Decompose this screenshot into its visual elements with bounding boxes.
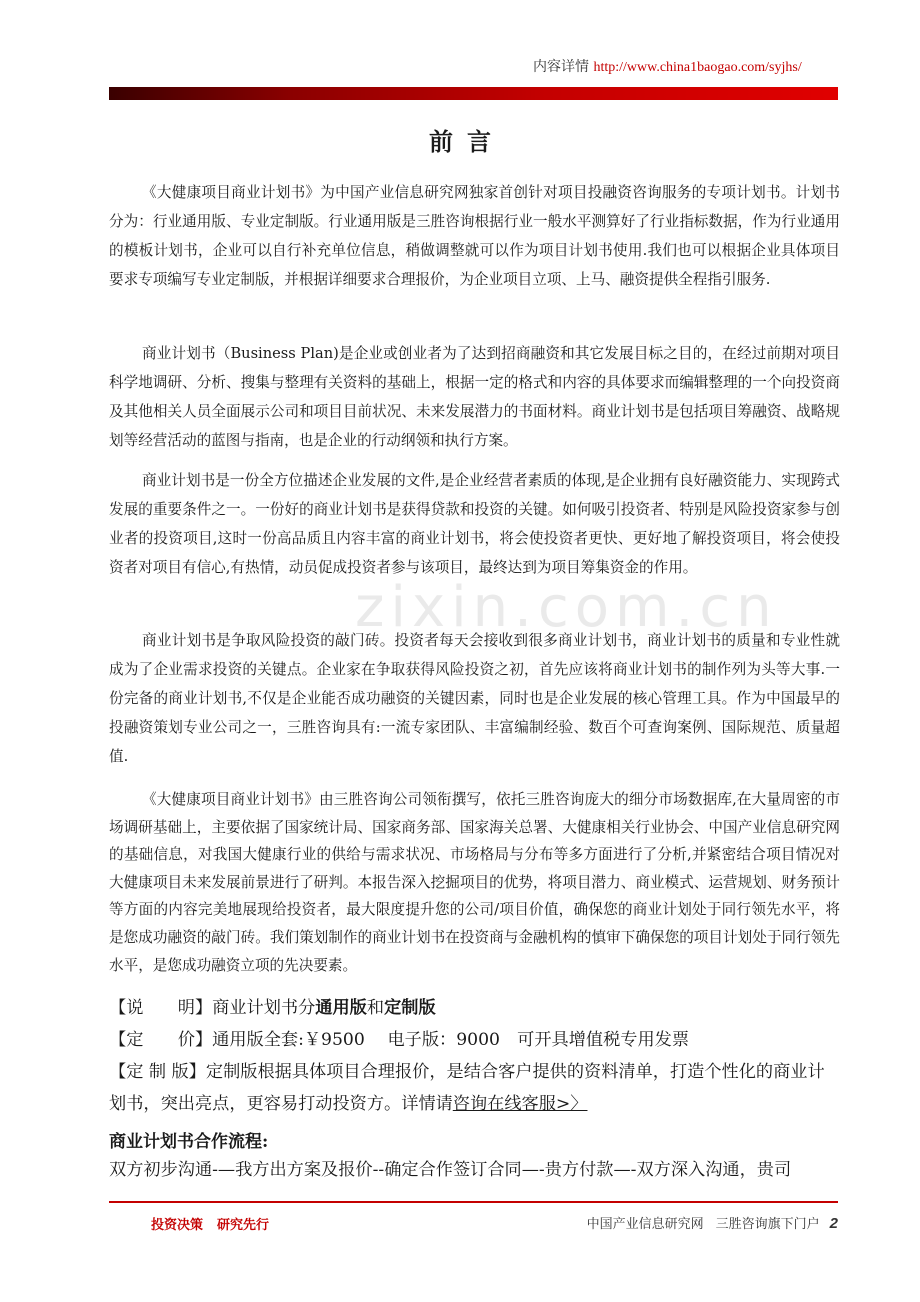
watermark: zixin.com.cn [355, 575, 778, 640]
price-label: 【定 价】 [109, 1030, 213, 1050]
price-text: 通用版全套:￥9500 电子版：9000 可开具增值税专用发票 [212, 1030, 690, 1050]
header-red-bar [109, 87, 838, 100]
flow-title: 商业计划书合作流程: [109, 1132, 269, 1152]
note-explain [109, 992, 840, 1024]
paragraph-5: 《大健康项目商业计划书》由三胜咨询公司领衔撰写，依托三胜咨询庞大的细分市场数据库,在大量周密的市场调研基础上，主要依据了国家统计局、国家商务部、国家海关总署、大健康相关行业协会、中国产业信息研究网的基础信息，对我国大健康行业的供给与需求状况、市场格局与分布等多方面进行了分析,并紧密结合项目情况对大健康项目未来发展前景进行了研判。本报告深入挖掘项目的优势，将项目潜力、商业模式、运营规划、财务预计等方面的内容完美地展现给投资者，最大限度提升您的公司/项目价值，确保您的商业计划处于同行领先水平，将是您成功融资的敲门砖。我们策划制作的商业计划书在投资商与金融机构的慎审下确保您的项目计划处于同行领先水平，是您成功融资立项的先决要素。 [109, 791, 840, 974]
footer-slogan-1: 投资决策 [151, 1218, 204, 1233]
explain-label: 【说 明】 [109, 998, 213, 1018]
explain-text: 商业计划书分 [212, 998, 316, 1018]
explain-general-version: 通用版 [315, 998, 367, 1018]
note-custom [109, 1056, 840, 1120]
custom-text: 定制版根据具体项目合理报价，是结合客户提供的资料清单，打造个性化的商业计划书，突出亮点，更容易打动投资方。详情请 [109, 1062, 825, 1114]
page-header [533, 56, 802, 76]
consult-online-link[interactable]: 咨询在线客服>〉 [452, 1094, 588, 1114]
page-title: 前言 [429, 127, 505, 156]
paragraph-1: 《大健康项目商业计划书》为中国产业信息研究网独家首创针对项目投融资咨询服务的专项计划书。计划书分为：行业通用版、专业定制版。行业通用版是三胜咨询根据行业一般水平测算好了行业指标数据，作为行业通用的模板计划书，企业可以自行补充单位信息，稍做调整就可以作为项目计划书使用.我们也可以根据企业具体项目要求专项编写专业定制版，并根据详细要求合理报价，为企业项目立项、上马、融资提供全程指引服务. [109, 184, 840, 288]
flow-text: 双方初步沟通-—我方出方案及报价--确定合作签订合同—-贵方付款—-双方深入沟通，贵司 [109, 1160, 792, 1180]
footer-slogan [151, 1214, 269, 1233]
header-label: 内容详情 [533, 59, 589, 75]
custom-label: 【定 制 版】 [109, 1062, 206, 1082]
header-url-link[interactable]: http://www.china1baogao.com/syjhs/ [593, 60, 802, 75]
footer-right [587, 1213, 838, 1232]
page-number: 2 [829, 1215, 838, 1232]
footer-site-name: 中国产业信息研究网 [586, 1217, 704, 1232]
explain-custom-version: 定制版 [384, 998, 436, 1018]
footer-rule [109, 1201, 838, 1203]
note-price [109, 1024, 840, 1056]
paragraph-4: 商业计划书是争取风险投资的敲门砖。投资者每天会接收到很多商业计划书，商业计划书的质量和专业性就成为了企业需求投资的关键点。企业家在争取获得风险投资之初，首先应该将商业计划书的制作列为头等大事.一份完备的商业计划书,不仅是企业能否成功融资的关键因素，同时也是企业发展的核心管理工具。作为中国最早的投融资策划专业公司之一，三胜咨询具有:一流专家团队、丰富编制经验、数百个可查询案例、国际规范、质量超值. [109, 632, 840, 765]
footer-slogan-2: 研究先行 [217, 1218, 270, 1233]
paragraph-3: 商业计划书是一份全方位描述企业发展的文件,是企业经营者素质的体现,是企业拥有良好融资能力、实现跨式发展的重要条件之一。一份好的商业计划书是获得贷款和投资的关键。如何吸引投资者、特别是风险投资家参与创业者的投资项目,这时一份高品质且内容丰富的商业计划书，将会使投资者更快、更好地了解投资项目，将会使投资者对项目有信心,有热情，动员促成投资者参与该项目，最终达到为项目筹集资金的作用。 [109, 472, 840, 576]
explain-and: 和 [366, 998, 385, 1018]
footer-portal-name: 三胜咨询旗下门户 [715, 1217, 820, 1232]
paragraph-2: 商业计划书（Business Plan)是企业或创业者为了达到招商融资和其它发展目标之目的，在经过前期对项目科学地调研、分析、搜集与整理有关资料的基础上，根据一定的格式和内容的具体要求而编辑整理的一个向投资商及其他相关人员全面展示公司和项目目前状况、未来发展潜力的书面材料。商业计划书是包括项目筹融资、战略规划等经营活动的蓝图与指南，也是企业的行动纲领和执行方案。 [109, 345, 840, 449]
